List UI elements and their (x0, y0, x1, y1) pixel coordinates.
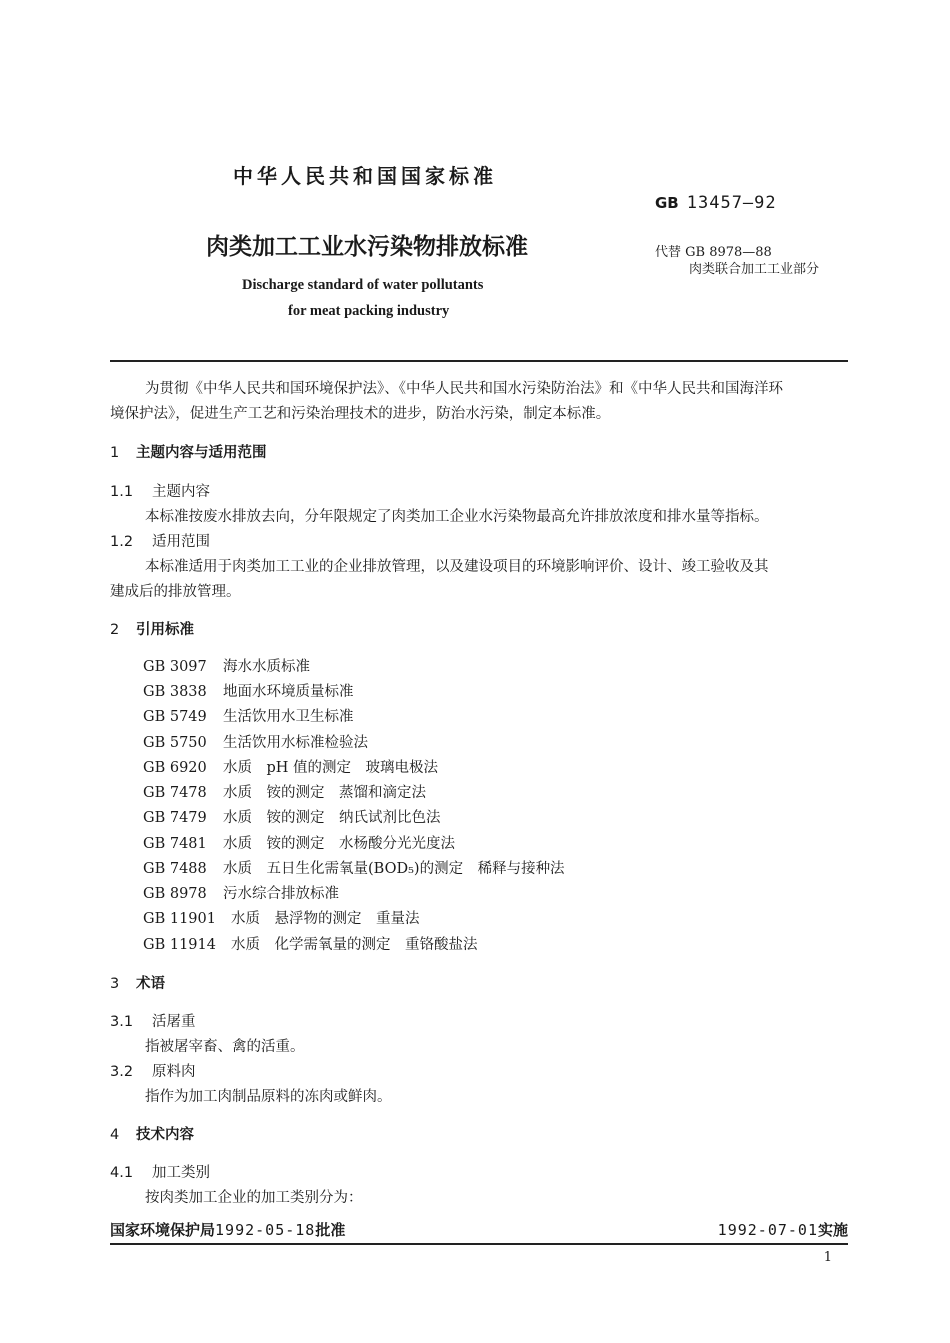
national-standard-heading: 中华人民共和国国家标准 (233, 164, 497, 188)
reference-code: GB 11901 (143, 911, 216, 927)
document-title-en-line1: Discharge standard of water pollutants (242, 277, 484, 293)
section-1-1-heading (110, 480, 210, 501)
standard-code: 13457—92 (686, 193, 777, 213)
implementation-date: 1992-07-01 (717, 1221, 818, 1239)
reference-code: GB 5750 (143, 735, 207, 751)
section-number: 3.1 (110, 1014, 134, 1030)
reference-code: GB 7478 (143, 785, 207, 801)
reference-title: 污水综合排放标准 (223, 886, 339, 902)
reference-item (143, 882, 339, 903)
section-title: 术语 (136, 976, 165, 992)
document-title-en-line2: for meat packing industry (288, 303, 450, 319)
reference-code: GB 11914 (143, 937, 216, 953)
approving-authority: 国家环境保护局 (110, 1221, 216, 1239)
document-title-cn: 肉类加工工业水污染物排放标准 (206, 234, 528, 260)
section-title: 技术内容 (136, 1127, 194, 1143)
section-4-1-body: 按肉类加工企业的加工类别分为： (145, 1190, 363, 1206)
implementation-suffix: 实施 (817, 1221, 848, 1239)
section-1-2-heading (110, 530, 210, 551)
header-rule (110, 360, 848, 362)
section-title: 引用标准 (136, 622, 194, 638)
section-3-1-body: 指被屠宰畜、禽的活重。 (145, 1039, 305, 1055)
section-title: 主题内容 (152, 484, 210, 500)
reference-title: 海水水质标准 (223, 659, 310, 675)
reference-title: 水质 铵的测定 蒸馏和滴定法 (223, 785, 426, 801)
section-number: 1.1 (110, 484, 134, 500)
section-title: 原料肉 (152, 1064, 196, 1080)
reference-title: 地面水环境质量标准 (223, 684, 354, 700)
reference-title: 生活饮用水卫生标准 (223, 709, 354, 725)
section-number: 4 (110, 1127, 120, 1143)
page-number: 1 (823, 1250, 832, 1265)
section-1-1-body: 本标准按废水排放去向，分年限规定了肉类加工企业水污染物最高允许排放浓度和排水量等指标。 (145, 509, 769, 525)
section-2-heading (110, 618, 194, 639)
reference-item (143, 781, 426, 802)
replaces-part: 肉类联合加工工业部分 (689, 262, 820, 277)
reference-item (143, 806, 441, 827)
reference-item (143, 731, 368, 752)
foreword-line1: 为贯彻《中华人民共和国环境保护法》、《中华人民共和国水污染防治法》和《中华人民共和国海洋环 (145, 381, 783, 397)
section-4-heading (110, 1123, 194, 1144)
approval-date: 1992-05-18 (215, 1221, 316, 1239)
reference-item (143, 857, 565, 878)
section-number: 1.2 (110, 534, 134, 550)
section-4-1-heading (110, 1161, 210, 1182)
foreword-line2: 境保护法》，促进生产工艺和污染治理技术的进步，防治水污染，制定本标准。 (110, 406, 611, 422)
reference-code: GB 3097 (143, 659, 207, 675)
implementation-line (718, 1219, 848, 1240)
reference-item (143, 705, 354, 726)
section-number: 2 (110, 622, 120, 638)
reference-code: GB 5749 (143, 709, 207, 725)
reference-title: 水质 化学需氧量的测定 重铬酸盐法 (231, 937, 478, 953)
section-number: 3 (110, 976, 120, 992)
reference-title: 生活饮用水标准检验法 (223, 735, 368, 751)
section-1-heading (110, 441, 267, 462)
reference-code: GB 7479 (143, 810, 207, 826)
section-title: 活屠重 (152, 1014, 196, 1030)
reference-item (143, 933, 478, 954)
section-3-2-body: 指作为加工肉制品原料的冻肉或鲜肉。 (145, 1089, 392, 1105)
footer-rule (110, 1243, 848, 1245)
standard-prefix: GB (655, 194, 679, 212)
section-3-2-heading (110, 1060, 196, 1081)
reference-code: GB 8978 (143, 886, 207, 902)
reference-title: 水质 悬浮物的测定 重量法 (231, 911, 420, 927)
reference-code: GB 6920 (143, 760, 207, 776)
section-title: 适用范围 (152, 534, 210, 550)
section-3-1-heading (110, 1010, 196, 1031)
reference-title: 水质 pH 值的测定 玻璃电极法 (223, 760, 439, 776)
reference-item (143, 832, 455, 853)
section-number: 3.2 (110, 1064, 134, 1080)
standard-number (655, 193, 777, 213)
reference-item (143, 655, 310, 676)
reference-title: 水质 铵的测定 水杨酸分光光度法 (223, 836, 455, 852)
reference-code: GB 7488 (143, 861, 207, 877)
reference-title: 水质 五日生化需氧量(BOD₅)的测定 稀释与接种法 (223, 861, 565, 877)
reference-item (143, 756, 438, 777)
approval-suffix: 批准 (315, 1221, 346, 1239)
section-1-2-body-line2: 建成后的排放管理。 (110, 584, 241, 600)
reference-code: GB 7481 (143, 836, 207, 852)
replaces-standard: 代替 GB 8978—88 (655, 245, 772, 260)
section-number: 1 (110, 445, 120, 461)
section-title: 主题内容与适用范围 (136, 445, 267, 461)
section-title: 加工类别 (152, 1165, 210, 1181)
reference-code: GB 3838 (143, 684, 207, 700)
section-1-2-body-line1: 本标准适用于肉类加工工业的企业排放管理，以及建设项目的环境影响评价、设计、竣工验收及其 (145, 559, 769, 575)
reference-item (143, 680, 354, 701)
reference-item (143, 907, 420, 928)
reference-title: 水质 铵的测定 纳氏试剂比色法 (223, 810, 441, 826)
section-number: 4.1 (110, 1165, 134, 1181)
section-3-heading (110, 972, 165, 993)
approval-line (110, 1219, 345, 1240)
